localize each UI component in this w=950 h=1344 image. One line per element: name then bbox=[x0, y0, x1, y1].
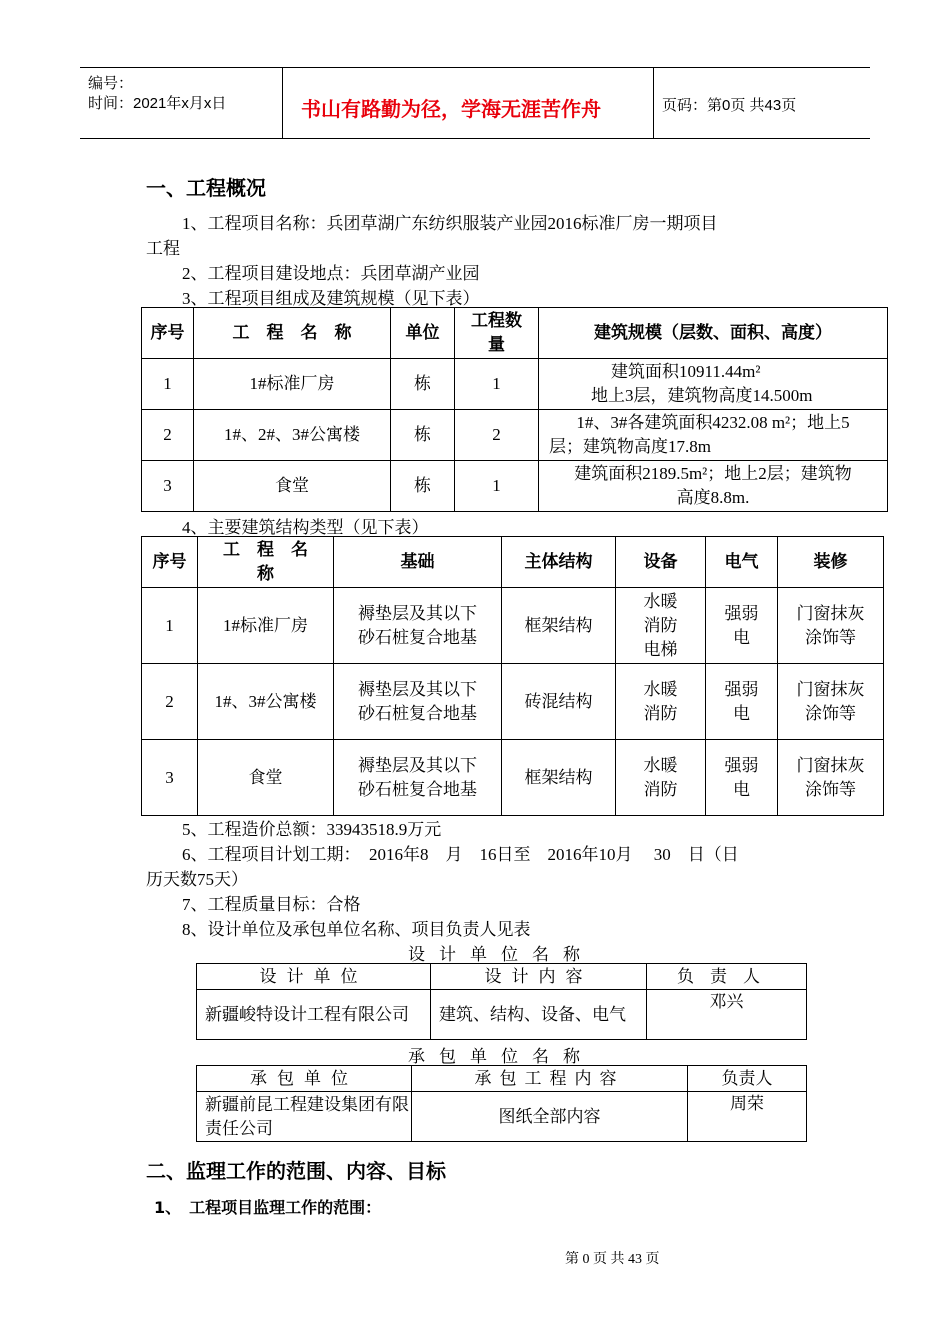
table-row bbox=[142, 740, 884, 816]
col-header: 建筑规模（层数、面积、高度） bbox=[539, 308, 888, 359]
cell: 1#标准厂房 bbox=[198, 588, 334, 664]
paragraph: 5、工程造价总额：33943518.9万元 bbox=[182, 820, 442, 839]
cell: 门窗抹灰涂饰等 bbox=[778, 588, 884, 664]
cell: 1#、2#、3#公寓楼 bbox=[194, 410, 391, 461]
cell: 1 bbox=[455, 461, 539, 512]
cell: 1 bbox=[142, 588, 198, 664]
paragraph: 2、工程项目建设地点：兵团草湖产业园 bbox=[182, 264, 480, 283]
col-header: 设备 bbox=[616, 537, 706, 588]
table-row bbox=[142, 410, 888, 461]
paragraph: 8、设计单位及承包单位名称、项目负责人见表 bbox=[182, 920, 531, 939]
table-header-row bbox=[142, 537, 884, 588]
cell: 水暖消防 bbox=[616, 664, 706, 740]
col-header: 工程数量 bbox=[455, 308, 539, 359]
cell: 新疆峻特设计工程有限公司 bbox=[197, 990, 431, 1040]
header-motto-cell bbox=[283, 68, 654, 138]
col-header: 主体结构 bbox=[502, 537, 616, 588]
paragraph: 3、工程项目组成及建筑规模（见下表） bbox=[182, 289, 480, 308]
table-row bbox=[142, 359, 888, 410]
cell: 图纸全部内容 bbox=[412, 1092, 688, 1142]
cell: 褥垫层及其以下砂石桩复合地基 bbox=[334, 740, 502, 816]
section-title: 一、工程概况 bbox=[146, 176, 266, 200]
scale-line: 建筑面积10911.44m² bbox=[611, 362, 761, 381]
table-header-row bbox=[197, 964, 807, 990]
cell: 1#标准厂房 bbox=[194, 359, 391, 410]
scale-cell bbox=[539, 359, 888, 410]
header-meta bbox=[80, 68, 283, 138]
table-row bbox=[197, 990, 807, 1040]
cell: 褥垫层及其以下砂石桩复合地基 bbox=[334, 664, 502, 740]
cell: 水暖消防电梯 bbox=[616, 588, 706, 664]
paragraph: 1、工程项目名称：兵团草湖广东纺织服装产业园2016标准厂房一期项目 bbox=[182, 214, 718, 233]
paragraph: 工程 bbox=[146, 239, 180, 258]
cell: 栋 bbox=[391, 359, 455, 410]
col-header: 设计单位 bbox=[197, 964, 431, 990]
cell: 食堂 bbox=[194, 461, 391, 512]
table-row bbox=[142, 588, 884, 664]
cell: 门窗抹灰涂饰等 bbox=[778, 740, 884, 816]
section-title: 二、监理工作的范围、内容、目标 bbox=[146, 1159, 446, 1183]
col-header: 负责人 bbox=[647, 964, 807, 990]
col-header: 序号 bbox=[142, 537, 198, 588]
cell: 强弱电 bbox=[706, 588, 778, 664]
col-header: 单位 bbox=[391, 308, 455, 359]
cell: 框架结构 bbox=[502, 588, 616, 664]
cell: 栋 bbox=[391, 461, 455, 512]
structure-type-table bbox=[141, 536, 884, 816]
paragraph: 4、主要建筑结构类型（见下表） bbox=[182, 518, 429, 537]
scale-cell bbox=[539, 461, 888, 512]
contract-table-title: 承包单位名称 bbox=[408, 1047, 594, 1066]
cell: 新疆前昆工程建设集团有限责任公司 bbox=[197, 1092, 412, 1142]
scale-line: 地上3层，建筑物高度14.500m bbox=[591, 386, 813, 405]
cell: 周荣 bbox=[688, 1092, 807, 1142]
col-header: 装修 bbox=[778, 537, 884, 588]
col-header: 工 程 名 称 bbox=[194, 308, 391, 359]
cell: 2 bbox=[455, 410, 539, 461]
paragraph: 历天数75天） bbox=[146, 870, 248, 889]
page-footer: 第 0 页 共 43 页 bbox=[565, 1252, 660, 1267]
table-row bbox=[142, 664, 884, 740]
project-scale-table bbox=[141, 307, 888, 512]
cell: 砖混结构 bbox=[502, 664, 616, 740]
col-header: 承包工程内容 bbox=[412, 1066, 688, 1092]
cell: 2 bbox=[142, 410, 194, 461]
col-header: 基础 bbox=[334, 537, 502, 588]
scale-cell bbox=[539, 410, 888, 461]
cell: 2 bbox=[142, 664, 198, 740]
page-header bbox=[80, 67, 870, 139]
document-number: 编号： bbox=[88, 75, 134, 92]
table-header-row bbox=[197, 1066, 807, 1092]
cell: 1 bbox=[455, 359, 539, 410]
document-time: 时间：2021年x月x日 bbox=[88, 95, 227, 112]
scale-line: 层；建筑物高度17.8m bbox=[549, 437, 711, 456]
cell: 1 bbox=[142, 359, 194, 410]
cell: 强弱电 bbox=[706, 740, 778, 816]
paragraph: 7、工程质量目标：合格 bbox=[182, 895, 361, 914]
cell: 强弱电 bbox=[706, 664, 778, 740]
table-row bbox=[142, 461, 888, 512]
cell: 3 bbox=[142, 461, 194, 512]
col-header: 电气 bbox=[706, 537, 778, 588]
cell: 邓兴 bbox=[647, 990, 807, 1040]
cell: 3 bbox=[142, 740, 198, 816]
header-motto: 书山有路勤为径，学海无涯苦作舟 bbox=[301, 97, 601, 121]
cell: 水暖消防 bbox=[616, 740, 706, 816]
col-header: 工 程 名 称 bbox=[198, 537, 334, 588]
cell: 1#、3#公寓楼 bbox=[198, 664, 334, 740]
design-table-title: 设计单位名称 bbox=[408, 945, 594, 964]
cell: 门窗抹灰涂饰等 bbox=[778, 664, 884, 740]
cell: 框架结构 bbox=[502, 740, 616, 816]
scale-line: 高度8.8m. bbox=[676, 488, 750, 507]
paragraph: 6、工程项目计划工期： 2016年8 月 16日至 2016年10月 30 日（日 bbox=[182, 845, 739, 864]
cell: 褥垫层及其以下砂石桩复合地基 bbox=[334, 588, 502, 664]
col-header: 设计内容 bbox=[431, 964, 647, 990]
contractor-table bbox=[196, 1065, 807, 1142]
cell: 食堂 bbox=[198, 740, 334, 816]
col-header: 序号 bbox=[142, 308, 194, 359]
cell: 栋 bbox=[391, 410, 455, 461]
scale-line: 1#、3#各建筑面积4232.08 m²；地上5 bbox=[576, 413, 850, 432]
cell: 建筑、结构、设备、电气 bbox=[431, 990, 647, 1040]
design-unit-table bbox=[196, 963, 807, 1040]
header-page-info: 页码：第0页 共43页 bbox=[662, 97, 797, 114]
scale-line: 建筑面积2189.5m²；地上2层；建筑物 bbox=[574, 464, 852, 483]
header-page-cell bbox=[654, 68, 870, 138]
table-row bbox=[197, 1092, 807, 1142]
table-header-row bbox=[142, 308, 888, 359]
subsection-title: 1、 工程项目监理工作的范围： bbox=[154, 1198, 382, 1217]
col-header: 承包单位 bbox=[197, 1066, 412, 1092]
col-header: 负责人 bbox=[688, 1066, 807, 1092]
